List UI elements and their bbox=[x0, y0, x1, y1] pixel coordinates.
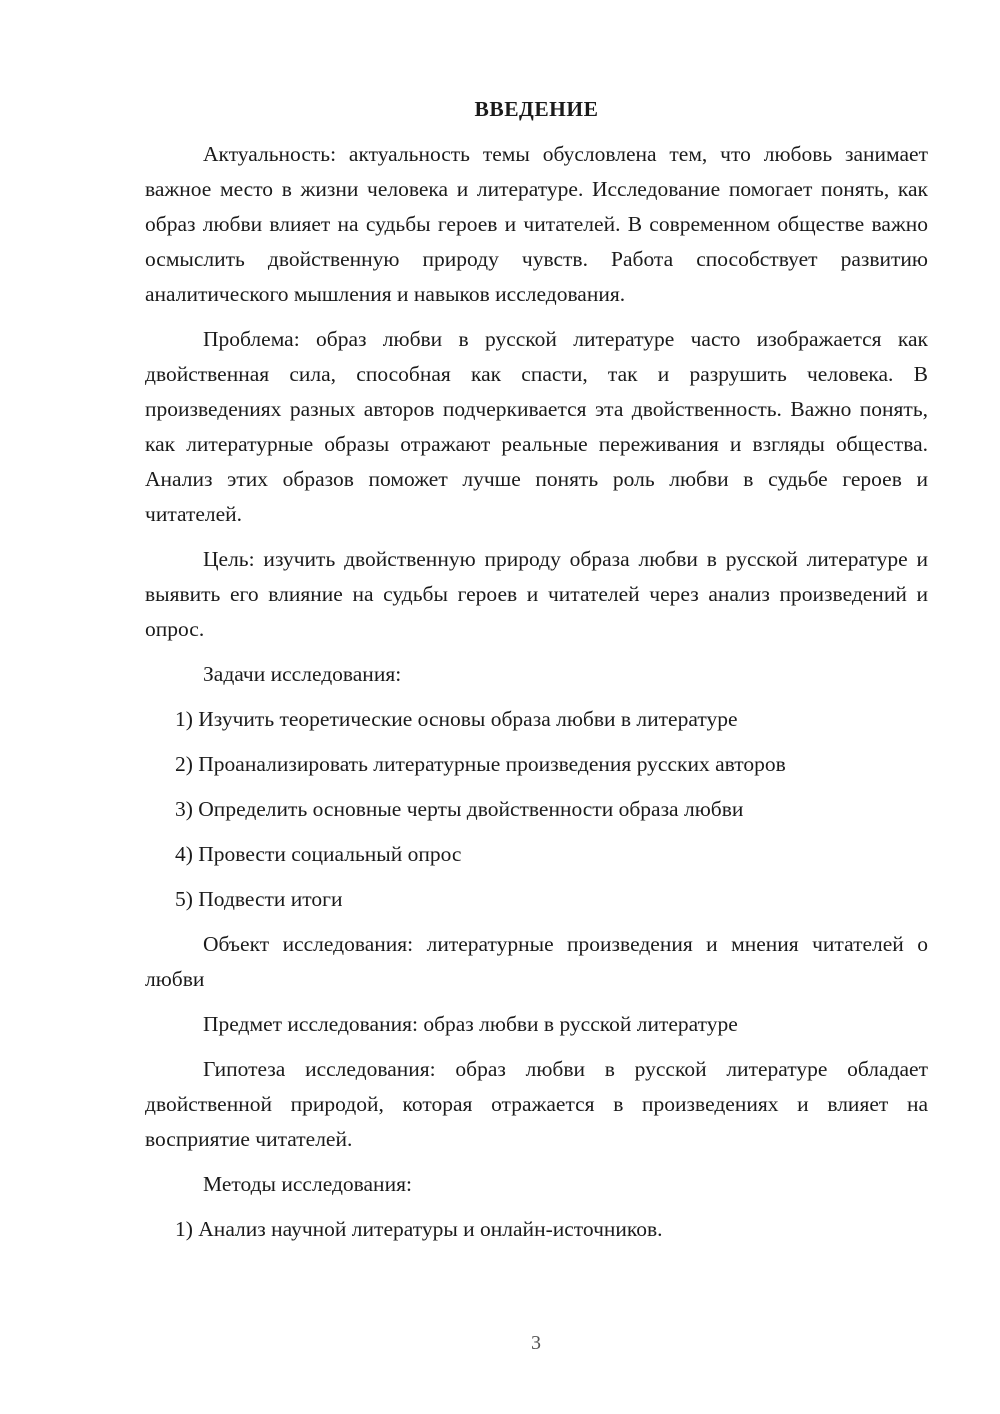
subject-paragraph: Предмет исследования: образ любви в русской литературе bbox=[203, 1012, 738, 1036]
task-item: 3) Определить основные черты двойственности образа любви bbox=[175, 797, 744, 821]
relevance-paragraph: Актуальность: актуальность темы обусловлена тем, что любовь занимает важное место в жизни человека и литературе. Исследование помогает понять, как образ любви влияет на судьбы героев и читателей. В современном обществе важно осмыслить двойственную природу чувств. Работа способствует развитию аналитического мышления и навыков исследования. bbox=[145, 142, 928, 306]
task-item: 4) Провести социальный опрос bbox=[175, 842, 462, 866]
document-page bbox=[145, 92, 928, 1257]
tasks-title: Задачи исследования: bbox=[203, 662, 402, 686]
task-item: 5) Подвести итоги bbox=[175, 887, 343, 911]
task-item: 2) Проанализировать литературные произведения русских авторов bbox=[175, 752, 786, 776]
problem-paragraph: Проблема: образ любви в русской литературе часто изображается как двойственная сила, способная как спасти, так и разрушить человека. В произведениях разных авторов подчеркивается эта двойственность. Важно понять, как литературные образы отражают реальные переживания и взгляды общества. Анализ этих образов поможет лучше понять роль любви в судьбе героев и читателей. bbox=[145, 327, 928, 526]
methods-list bbox=[145, 1212, 928, 1247]
method-item: 1) Анализ научной литературы и онлайн-источников. bbox=[175, 1217, 663, 1241]
object-paragraph: Объект исследования: литературные произведения и мнения читателей о любви bbox=[145, 932, 928, 991]
goal-paragraph: Цель: изучить двойственную природу образа любви в русской литературе и выявить его влияние на судьбы героев и читателей через анализ произведений и опрос. bbox=[145, 547, 928, 641]
page-number: 3 bbox=[531, 1332, 541, 1354]
tasks-list bbox=[145, 702, 928, 917]
methods-title: Методы исследования: bbox=[203, 1172, 412, 1196]
task-item: 1) Изучить теоретические основы образа любви в литературе bbox=[175, 707, 738, 731]
section-heading: ВВЕДЕНИЕ bbox=[474, 97, 599, 121]
hypothesis-paragraph: Гипотеза исследования: образ любви в русской литературе обладает двойственной природой, которая отражается в произведениях и влияет на восприятие читателей. bbox=[145, 1057, 928, 1151]
